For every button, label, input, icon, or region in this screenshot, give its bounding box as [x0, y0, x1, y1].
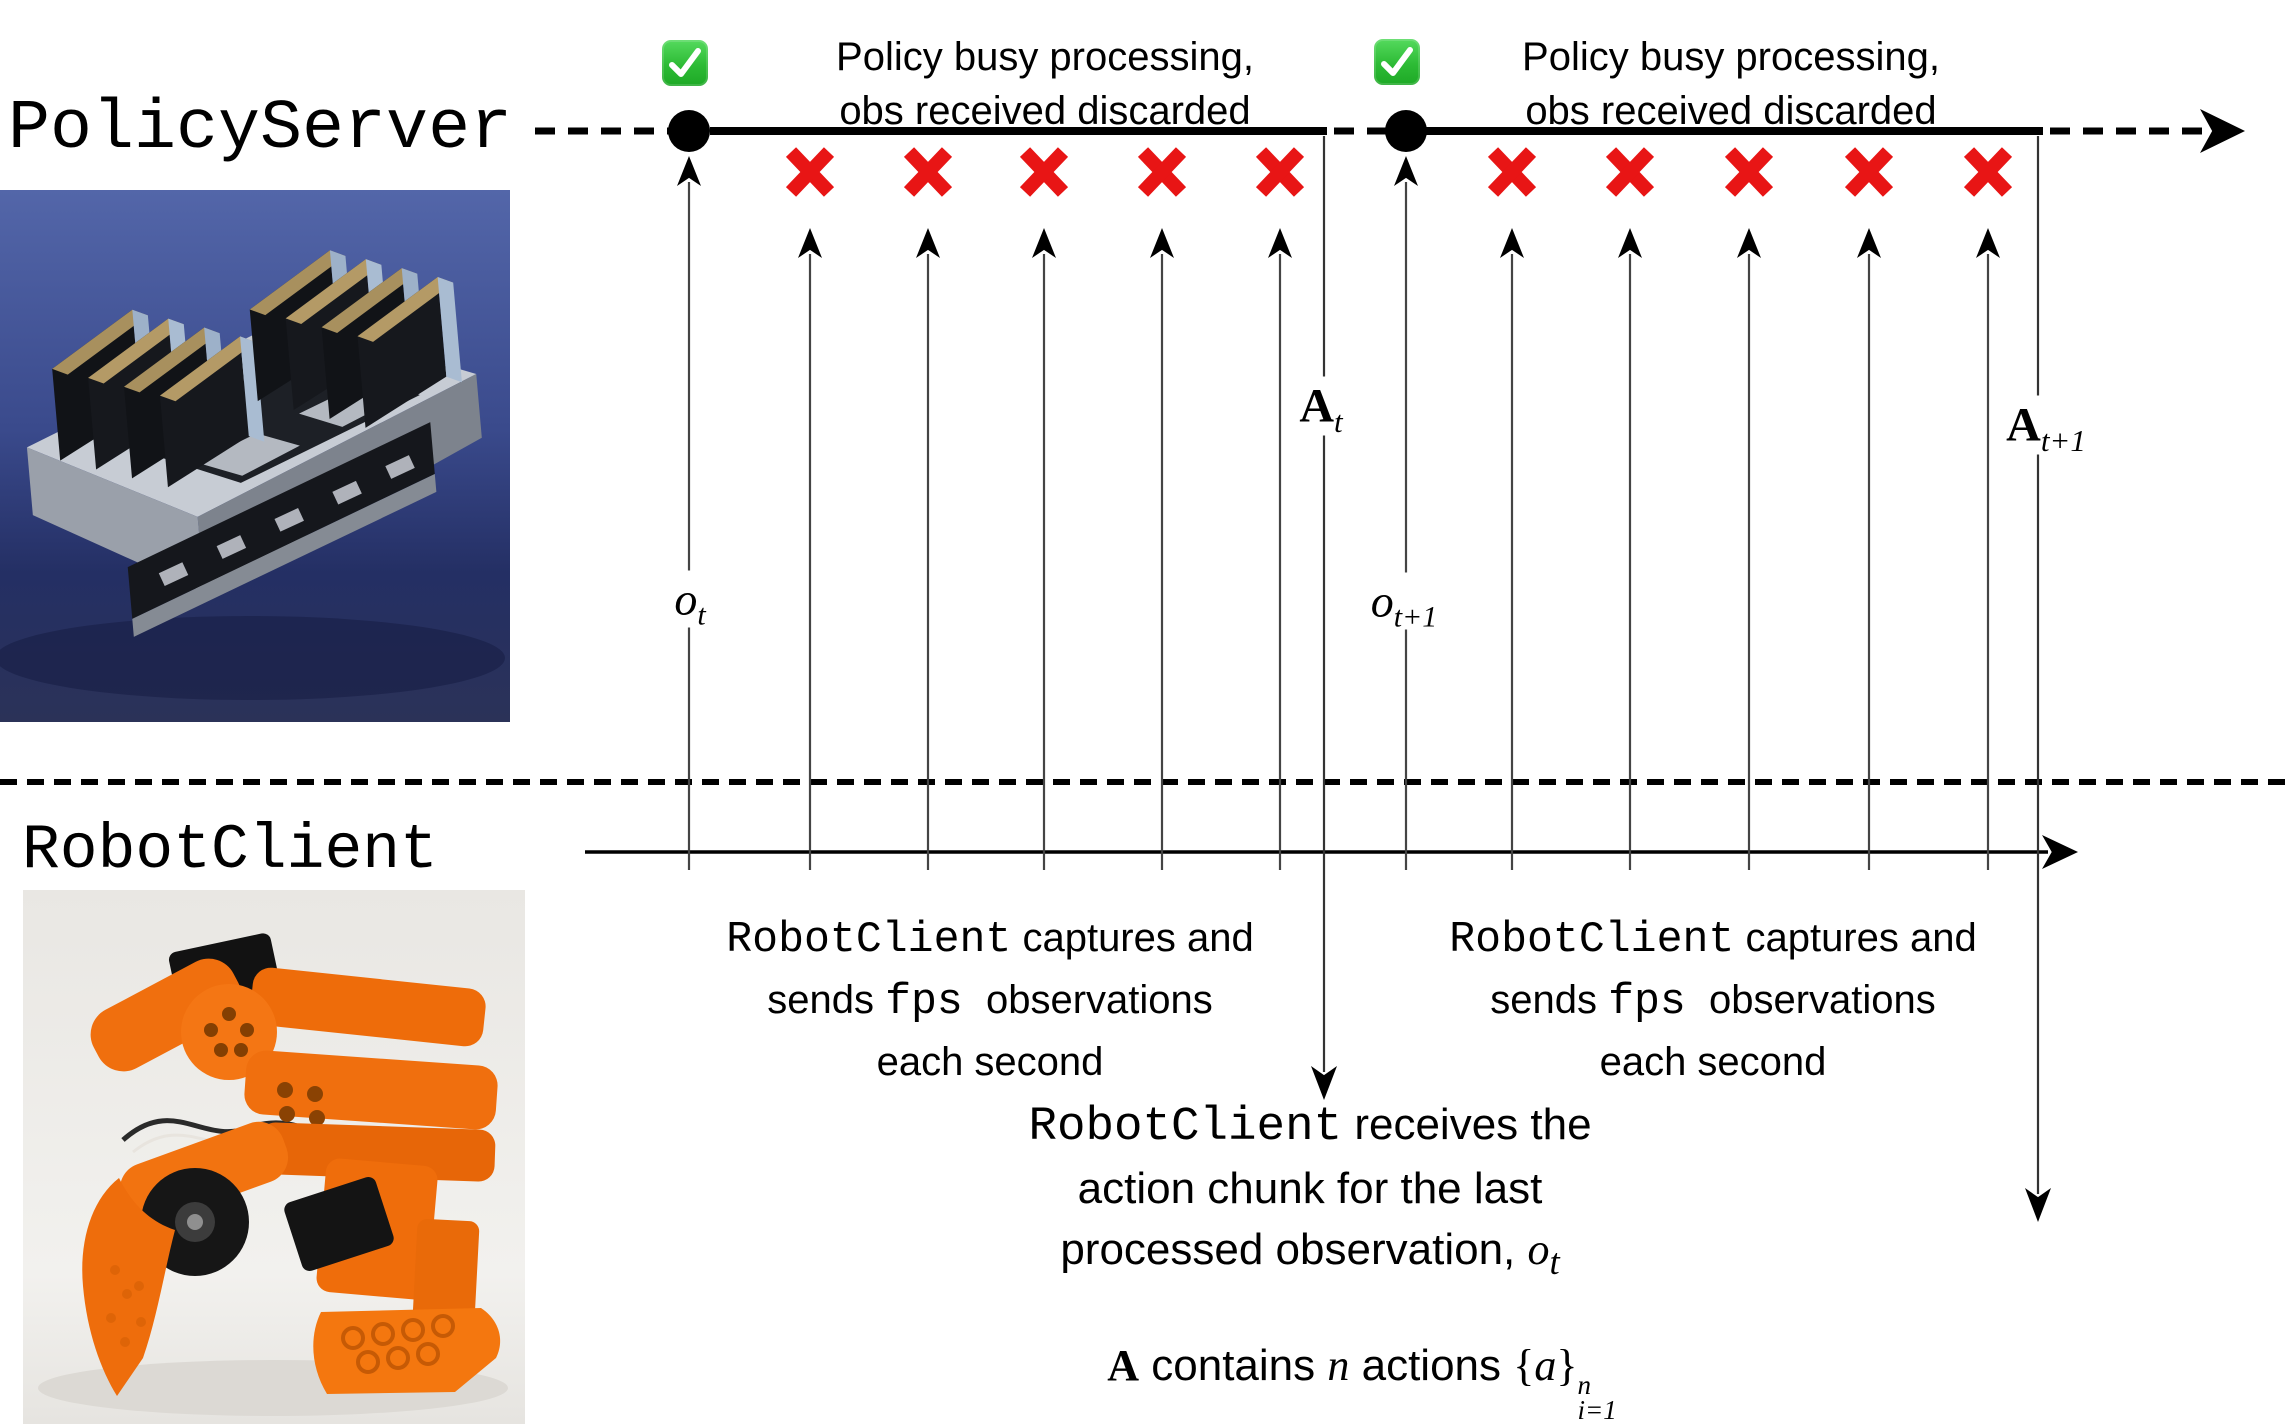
busy-note-line2: obs received discarded [839, 89, 1251, 133]
policy-busy-note [1471, 30, 1991, 138]
captures-note: RobotClient captures and sends fps observations each second [726, 915, 1254, 1084]
robot-arm-illustration [23, 890, 525, 1424]
obs-variable: o [1527, 1225, 1550, 1274]
robot-client-label: RobotClient [22, 815, 438, 886]
action-chunk-formula: A contains n actions {a} n i=1 [1107, 1341, 1617, 1424]
captures-note: RobotClient captures and sends fps observations each second [1449, 915, 1977, 1084]
robot-client-ref: RobotClient [1449, 915, 1735, 964]
policy-server-label: PolicyServer [8, 90, 513, 169]
fps-ref: fps [885, 977, 963, 1026]
action-chunk-t-plus-1-label: $A_{t+1}$ [1998, 396, 2094, 455]
robot-client-photo [23, 890, 525, 1424]
busy-note-line1: Policy busy processing, [836, 35, 1254, 79]
robot-client-ref: RobotClient [1028, 1100, 1343, 1154]
check-icon [1374, 39, 1420, 85]
robot-client-ref: RobotClient [726, 915, 1012, 964]
policy-server-photo [0, 190, 510, 722]
gpu-server-illustration [0, 190, 510, 722]
busy-note-line2: obs received discarded [1525, 89, 1937, 133]
obs-t-plus-1-label: $o_{t+1}$ [1363, 573, 1446, 630]
receives-note: RobotClient receives the action chunk for the last processed observation, $o_t$ [1028, 1100, 1592, 1282]
action-chunk-t-label: $A_t$ [1291, 377, 1350, 436]
busy-note-line1: Policy busy processing, [1522, 35, 1940, 79]
policy-busy-note [785, 30, 1305, 138]
check-icon [662, 40, 708, 86]
fps-ref: fps [1608, 977, 1686, 1026]
obs-t-label: $o_t$ [666, 571, 713, 628]
